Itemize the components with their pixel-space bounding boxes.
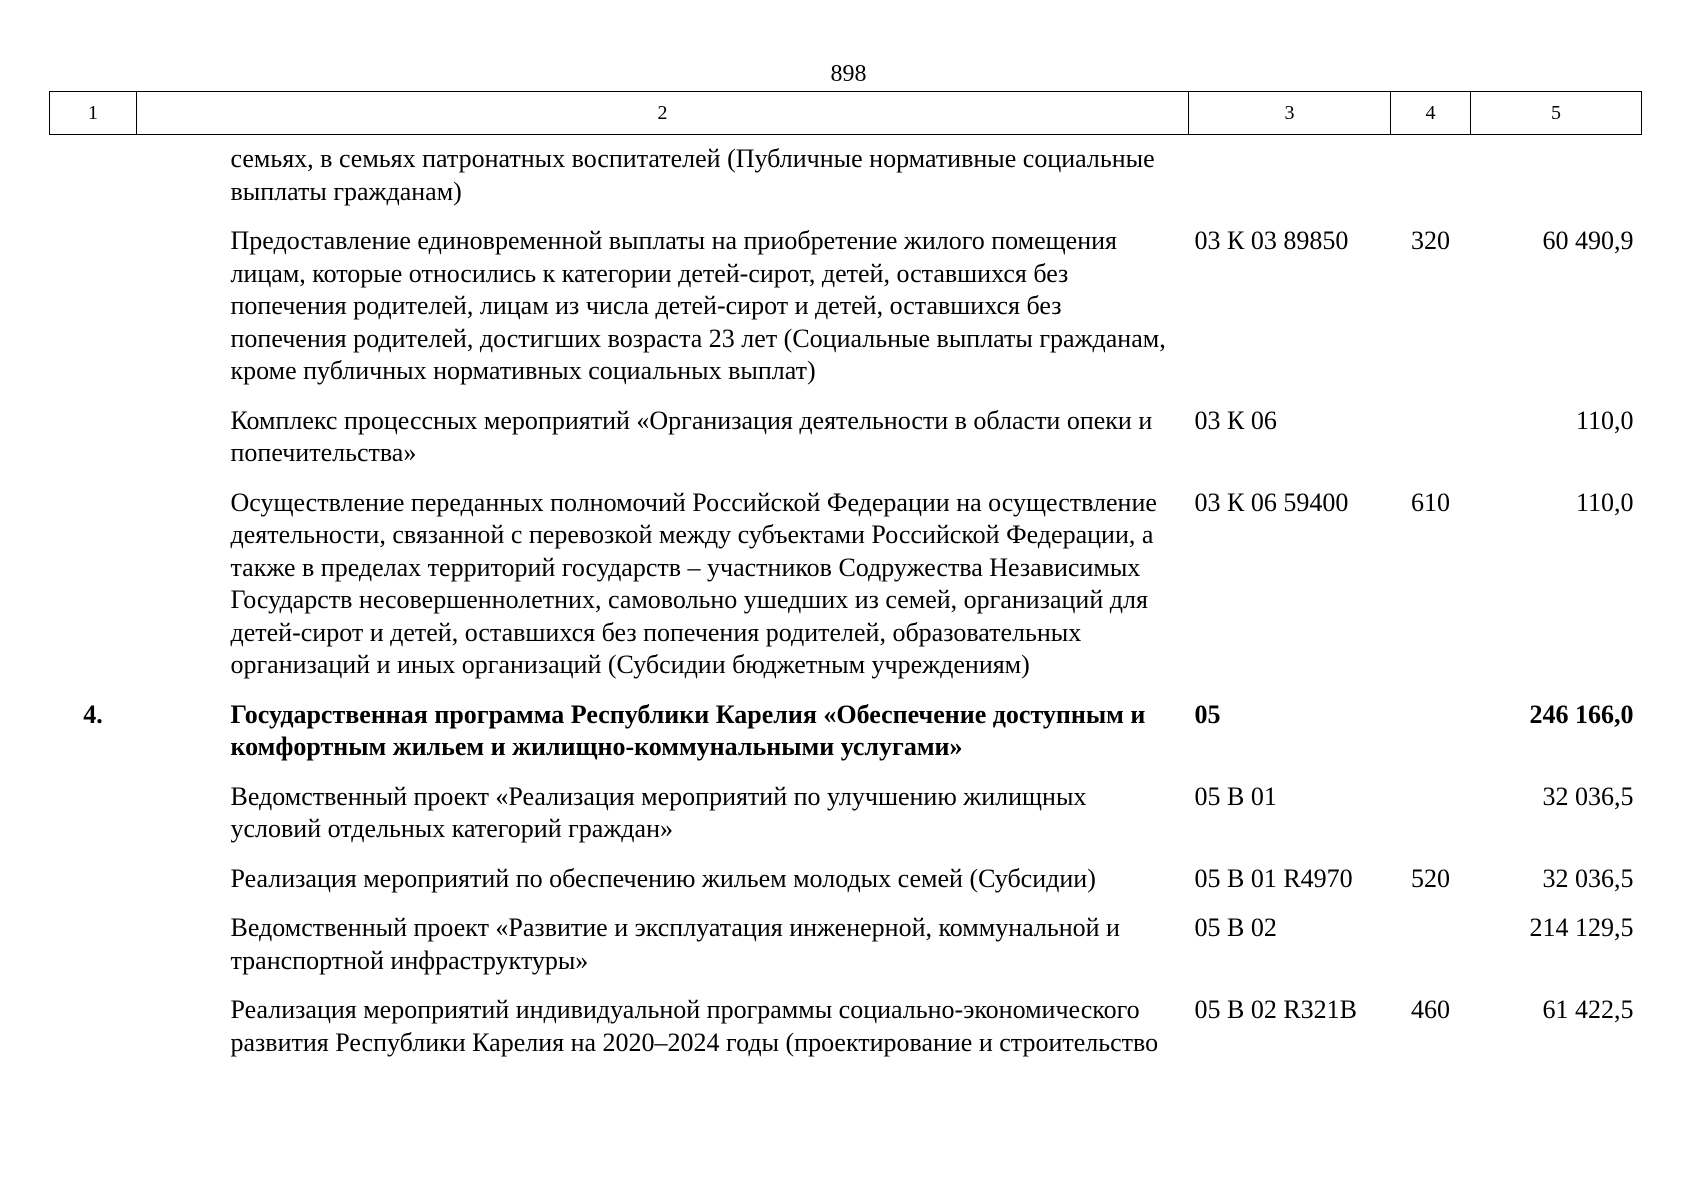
row-number — [50, 994, 137, 1076]
table-row — [50, 225, 1642, 405]
column-header-amount: 5 — [1471, 92, 1642, 135]
table-row — [50, 135, 1642, 226]
column-header-expense-type: 4 — [1391, 92, 1471, 135]
row-number — [50, 405, 137, 487]
row-number — [50, 781, 137, 863]
row-expense-type — [1391, 781, 1471, 863]
row-target-code — [1189, 135, 1391, 226]
column-header-target-code: 3 — [1189, 92, 1391, 135]
row-amount: 61 422,5 — [1542, 995, 1634, 1024]
row-expense-type — [1391, 405, 1471, 487]
row-target-code: 05 — [1194, 699, 1221, 729]
row-amount: 246 166,0 — [1529, 699, 1634, 729]
row-amount: 60 490,9 — [1542, 226, 1634, 255]
row-target-code: 03 К 03 89850 — [1194, 226, 1349, 255]
row-amount — [1471, 135, 1642, 226]
row-name: семьях, в семьях патронатных воспитателей (Публичные нормативные социальные выплаты гражданам) — [230, 144, 1155, 206]
row-name: Ведомственный проект «Реализация мероприятий по улучшению жилищных условий отдельных категорий граждан» — [230, 781, 1087, 843]
row-number — [50, 863, 137, 913]
row-name: Комплекс процессных мероприятий «Организация деятельности в области опеки и попечительства» — [230, 405, 1153, 467]
row-name: Осуществление переданных полномочий Российской Федерации на осуществление деятельности, связанной с перевозкой между субъектами Российской Федерации, а также в пределах территорий государств – участников Содружества Независимых Государств несовершеннолетних, самовольно ушедших из семей, организаций для детей-сирот и детей, оставшихся без попечения родителей, образовательных организаций и иных организаций (Субсидии бюджетным учреждениям) — [230, 487, 1157, 679]
column-header-name: 2 — [137, 92, 1189, 135]
row-name: Предоставление единовременной выплаты на приобретение жилого помещения лицам, которые относились к категории детей-сирот, детей, оставшихся без попечения родителей, лицам из числа детей-сирот и детей, оставшихся без попечения родителей, достигших возраста 23 лет (Социальные выплаты гражданам, кроме публичных нормативных социальных выплат) — [230, 226, 1166, 385]
row-expense-type — [1391, 135, 1471, 226]
row-name: Государственная программа Республики Карелия «Обеспечение доступным и комфортным жильем и жилищно-коммунальными услугами» — [230, 699, 1146, 761]
row-target-code: 05 В 01 — [1194, 781, 1277, 811]
row-name: Реализация мероприятий по обеспечению жильем молодых семей (Субсидии) — [230, 863, 1096, 893]
row-number — [50, 487, 137, 699]
row-expense-type: 610 — [1411, 487, 1450, 517]
table-row — [50, 994, 1642, 1076]
table-row — [50, 487, 1642, 699]
column-header-number: 1 — [50, 92, 137, 135]
row-number — [50, 225, 137, 405]
row-number: 4. — [83, 699, 103, 729]
row-target-code: 05 В 01 R4970 — [1194, 863, 1353, 893]
row-target-code: 03 К 06 59400 — [1194, 487, 1349, 517]
row-number — [50, 912, 137, 994]
row-amount: 214 129,5 — [1529, 913, 1634, 942]
budget-table — [49, 91, 1642, 1076]
table-body — [50, 135, 1642, 1077]
row-number — [50, 135, 137, 226]
row-target-code: 05 В 02 — [1194, 913, 1277, 942]
row-name: Ведомственный проект «Развитие и эксплуатация инженерной, коммунальной и транспортной инфраструктуры» — [230, 913, 1120, 975]
table-row — [50, 863, 1642, 913]
table-row — [50, 912, 1642, 994]
row-target-code: 03 К 06 — [1194, 405, 1277, 435]
row-name: Реализация мероприятий индивидуальной программы социально-экономического развития Республики Карелия на 2020–2024 годы (проектирование и строительство — [230, 995, 1159, 1057]
row-amount: 110,0 — [1575, 405, 1634, 435]
row-amount: 32 036,5 — [1542, 781, 1634, 811]
page-number: 898 — [830, 61, 867, 87]
table-row — [50, 699, 1642, 781]
row-amount: 32 036,5 — [1542, 863, 1634, 893]
row-expense-type: 460 — [1411, 995, 1450, 1024]
row-expense-type: 320 — [1411, 226, 1450, 255]
row-expense-type — [1391, 912, 1471, 994]
row-amount: 110,0 — [1575, 487, 1634, 517]
table-row — [50, 781, 1642, 863]
table-header — [50, 92, 1642, 135]
row-expense-type: 520 — [1411, 863, 1450, 893]
row-target-code: 05 В 02 R321B — [1194, 995, 1358, 1024]
header-row — [50, 92, 1642, 135]
table-row — [50, 405, 1642, 487]
row-expense-type — [1391, 699, 1471, 781]
